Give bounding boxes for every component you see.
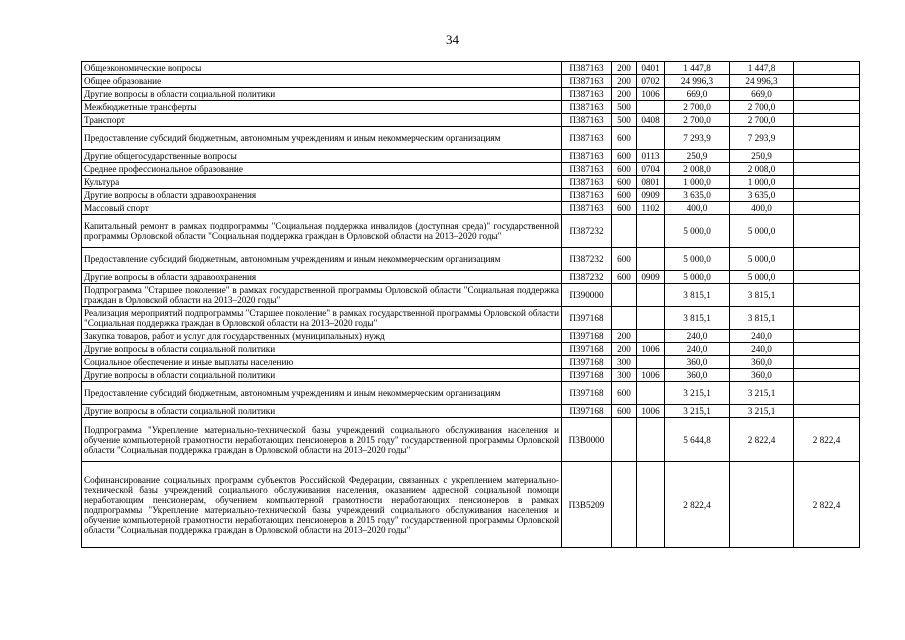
cell-rz: 1006 (637, 88, 665, 101)
cell-code: П387163 (562, 202, 612, 215)
cell-v1: 5 000,0 (665, 271, 730, 284)
cell-rz: 0801 (637, 176, 665, 189)
cell-v2: 2 822,4 (730, 418, 794, 462)
cell-rz (637, 284, 665, 307)
budget-table (81, 61, 860, 548)
cell-rz: 0909 (637, 271, 665, 284)
cell-code: П390000 (562, 284, 612, 307)
cell-v1: 5 644,8 (665, 418, 730, 462)
table-row (82, 462, 860, 548)
cell-name: Другие вопросы в области социальной политики (82, 405, 562, 418)
cell-v3 (794, 356, 860, 369)
cell-v2: 3 815,1 (730, 307, 794, 330)
table-row (82, 127, 860, 150)
cell-v2: 360,0 (730, 356, 794, 369)
table-row (82, 189, 860, 202)
cell-v3 (794, 284, 860, 307)
cell-v3 (794, 127, 860, 150)
cell-vr: 600 (612, 163, 637, 176)
cell-name: Реализация мероприятий подпрограммы "Старшее поколение" в рамках государственной программы Орловской области "Социальная поддержка граждан в Орловской области на 2013–2020 годы" (82, 307, 562, 330)
cell-v2: 2 700,0 (730, 101, 794, 114)
cell-rz: 0704 (637, 163, 665, 176)
table-row (82, 356, 860, 369)
cell-v2: 24 996,3 (730, 75, 794, 88)
cell-v3 (794, 163, 860, 176)
cell-v1: 240,0 (665, 330, 730, 343)
cell-rz (637, 462, 665, 548)
cell-code: П387163 (562, 163, 612, 176)
table-body (82, 62, 860, 548)
cell-code: П387163 (562, 62, 612, 75)
cell-rz: 1006 (637, 343, 665, 356)
cell-vr: 200 (612, 330, 637, 343)
table-row (82, 163, 860, 176)
cell-code: П397168 (562, 356, 612, 369)
table-row (82, 369, 860, 382)
cell-v2: 400,0 (730, 202, 794, 215)
cell-v3 (794, 75, 860, 88)
cell-v1: 3 215,1 (665, 405, 730, 418)
cell-code: П397168 (562, 307, 612, 330)
cell-v1: 5 000,0 (665, 215, 730, 248)
cell-name: Межбюджетные трансферты (82, 101, 562, 114)
cell-vr: 200 (612, 62, 637, 75)
cell-v1: 5 000,0 (665, 248, 730, 271)
cell-v1: 360,0 (665, 356, 730, 369)
cell-vr (612, 418, 637, 462)
table-row (82, 150, 860, 163)
cell-v2: 2 008,0 (730, 163, 794, 176)
cell-code: П387163 (562, 127, 612, 150)
cell-rz (637, 101, 665, 114)
cell-v3: 2 822,4 (794, 418, 860, 462)
cell-code: П397168 (562, 382, 612, 405)
cell-code: П387163 (562, 75, 612, 88)
cell-vr (612, 284, 637, 307)
cell-code: П387163 (562, 114, 612, 127)
table-row (82, 215, 860, 248)
cell-v2: 250,9 (730, 150, 794, 163)
cell-v2: 240,0 (730, 343, 794, 356)
cell-code: П397168 (562, 369, 612, 382)
cell-code: П387163 (562, 176, 612, 189)
table-row (82, 62, 860, 75)
cell-name: Подпрограмма "Старшее поколение" в рамках государственной программы Орловской области "Социальная поддержка граждан в Орловской области на 2013–2020 годы" (82, 284, 562, 307)
cell-vr: 300 (612, 369, 637, 382)
cell-code: П387163 (562, 189, 612, 202)
cell-v1: 400,0 (665, 202, 730, 215)
cell-v1: 3 635,0 (665, 189, 730, 202)
cell-v2: 360,0 (730, 369, 794, 382)
cell-name: Другие общегосударственные вопросы (82, 150, 562, 163)
cell-vr: 600 (612, 150, 637, 163)
cell-vr: 600 (612, 405, 637, 418)
cell-v3 (794, 405, 860, 418)
cell-v3 (794, 307, 860, 330)
cell-name: Предоставление субсидий бюджетным, автономным учреждениям и иным некоммерческим организациям (82, 382, 562, 405)
cell-rz: 0909 (637, 189, 665, 202)
cell-name: Другие вопросы в области социальной политики (82, 369, 562, 382)
cell-v3 (794, 202, 860, 215)
cell-v2: 2 700,0 (730, 114, 794, 127)
cell-vr: 200 (612, 343, 637, 356)
cell-vr: 600 (612, 189, 637, 202)
cell-rz: 0702 (637, 75, 665, 88)
cell-v2: 5 000,0 (730, 248, 794, 271)
cell-code: П387232 (562, 271, 612, 284)
table-row (82, 202, 860, 215)
cell-vr: 500 (612, 114, 637, 127)
cell-v2: 5 000,0 (730, 271, 794, 284)
cell-v2: 1 000,0 (730, 176, 794, 189)
cell-code: П3В5209 (562, 462, 612, 548)
cell-v3 (794, 189, 860, 202)
cell-v2: 5 000,0 (730, 215, 794, 248)
table-row (82, 271, 860, 284)
cell-code: П397168 (562, 343, 612, 356)
cell-vr: 200 (612, 88, 637, 101)
cell-v1: 1 447,8 (665, 62, 730, 75)
cell-name: Другие вопросы в области социальной политики (82, 88, 562, 101)
cell-rz (637, 127, 665, 150)
cell-v1: 3 815,1 (665, 284, 730, 307)
cell-name: Другие вопросы в области социальной политики (82, 343, 562, 356)
cell-name: Закупка товаров, работ и услуг для государственных (муниципальных) нужд (82, 330, 562, 343)
cell-name: Культура (82, 176, 562, 189)
cell-rz (637, 330, 665, 343)
cell-code: П387163 (562, 88, 612, 101)
cell-vr: 600 (612, 271, 637, 284)
cell-rz: 0113 (637, 150, 665, 163)
cell-v3 (794, 369, 860, 382)
table-row (82, 382, 860, 405)
cell-v1: 3 815,1 (665, 307, 730, 330)
cell-code: П387232 (562, 215, 612, 248)
cell-v2: 7 293,9 (730, 127, 794, 150)
cell-v3 (794, 150, 860, 163)
table-row (82, 248, 860, 271)
cell-name: Капитальный ремонт в рамках подпрограммы "Социальная поддержка инвалидов (доступная среда)" государственной программы Орловской области "Социальная поддержка граждан в Орловской области на 2013–2020 годы" (82, 215, 562, 248)
cell-v3 (794, 101, 860, 114)
cell-rz: 0401 (637, 62, 665, 75)
cell-vr: 500 (612, 101, 637, 114)
cell-v1: 360,0 (665, 369, 730, 382)
cell-rz (637, 418, 665, 462)
cell-v3 (794, 88, 860, 101)
cell-v3 (794, 176, 860, 189)
cell-v3 (794, 330, 860, 343)
cell-v1: 7 293,9 (665, 127, 730, 150)
cell-v3 (794, 271, 860, 284)
cell-v1: 250,9 (665, 150, 730, 163)
cell-v1: 1 000,0 (665, 176, 730, 189)
table-row (82, 284, 860, 307)
cell-code: П387163 (562, 101, 612, 114)
cell-v2: 1 447,8 (730, 62, 794, 75)
cell-rz (637, 215, 665, 248)
cell-vr: 300 (612, 356, 637, 369)
cell-v2: 3 215,1 (730, 405, 794, 418)
cell-v3 (794, 215, 860, 248)
cell-v1: 2 700,0 (665, 114, 730, 127)
cell-name: Другие вопросы в области здравоохранения (82, 271, 562, 284)
cell-code: П397168 (562, 330, 612, 343)
cell-name: Социальное обеспечение и иные выплаты населению (82, 356, 562, 369)
table-row (82, 343, 860, 356)
cell-vr (612, 307, 637, 330)
cell-v2: 3 215,1 (730, 382, 794, 405)
cell-rz (637, 307, 665, 330)
cell-name: Предоставление субсидий бюджетным, автономным учреждениям и иным некоммерческим организациям (82, 127, 562, 150)
cell-v3 (794, 343, 860, 356)
cell-name: Транспорт (82, 114, 562, 127)
cell-v1: 3 215,1 (665, 382, 730, 405)
cell-name: Софинансирование социальных программ субъектов Российской Федерации, связанных с укреплением материально-технической базы учреждений социального обслуживания населения, оказанием адресной социальной помощи неработающим пенсионерам, обучением компьютерной грамотности неработающих пенсионеров в рамках подпрограммы "Укрепление материально-технической базы учреждений социального обслуживания населения и обучение компьютерной грамотности неработающих пенсионеров в 2015 году" государственной программы Орловской области "Социальная поддержка граждан в Орловской области на 2013–2020 годы" (82, 462, 562, 548)
cell-v3: 2 822,4 (794, 462, 860, 548)
table-row (82, 75, 860, 88)
cell-vr: 600 (612, 176, 637, 189)
table-row (82, 88, 860, 101)
cell-code: П3В0000 (562, 418, 612, 462)
table-row (82, 307, 860, 330)
cell-vr (612, 215, 637, 248)
cell-v1: 240,0 (665, 343, 730, 356)
cell-v2: 3 815,1 (730, 284, 794, 307)
cell-rz (637, 382, 665, 405)
cell-v2: 669,0 (730, 88, 794, 101)
cell-v3 (794, 248, 860, 271)
cell-rz: 1006 (637, 405, 665, 418)
cell-v3 (794, 114, 860, 127)
cell-vr: 600 (612, 248, 637, 271)
table-row (82, 101, 860, 114)
cell-name: Общеэкономические вопросы (82, 62, 562, 75)
cell-v1: 24 996,3 (665, 75, 730, 88)
cell-name: Предоставление субсидий бюджетным, автономным учреждениям и иным некоммерческим организациям (82, 248, 562, 271)
cell-vr: 200 (612, 75, 637, 88)
cell-rz: 0408 (637, 114, 665, 127)
cell-rz: 1102 (637, 202, 665, 215)
cell-v1: 2 822,4 (665, 462, 730, 548)
cell-code: П387163 (562, 150, 612, 163)
cell-name: Общее образование (82, 75, 562, 88)
page-number: 34 (446, 32, 459, 47)
cell-name: Массовый спорт (82, 202, 562, 215)
table-row (82, 114, 860, 127)
table-row (82, 418, 860, 462)
cell-code: П397168 (562, 405, 612, 418)
cell-v2: 240,0 (730, 330, 794, 343)
cell-rz (637, 356, 665, 369)
cell-vr (612, 462, 637, 548)
cell-v2 (730, 462, 794, 548)
cell-v1: 2 008,0 (665, 163, 730, 176)
cell-code: П387232 (562, 248, 612, 271)
cell-v1: 669,0 (665, 88, 730, 101)
cell-v1: 2 700,0 (665, 101, 730, 114)
cell-name: Подпрограмма "Укрепление материально-технической базы учреждений социального обслуживания населения и обучение компьютерной грамотности неработающих пенсионеров в 2015 году" государственной программы Орловской области "Социальная поддержка граждан в Орловской области на 2013–2020 годы" (82, 418, 562, 462)
cell-vr: 600 (612, 127, 637, 150)
table-row (82, 405, 860, 418)
cell-name: Другие вопросы в области здравоохранения (82, 189, 562, 202)
cell-vr: 600 (612, 202, 637, 215)
cell-rz: 1006 (637, 369, 665, 382)
table-row (82, 176, 860, 189)
cell-vr: 600 (612, 382, 637, 405)
cell-v3 (794, 382, 860, 405)
cell-v3 (794, 62, 860, 75)
cell-v2: 3 635,0 (730, 189, 794, 202)
table-row (82, 330, 860, 343)
cell-rz (637, 248, 665, 271)
cell-name: Среднее профессиональное образование (82, 163, 562, 176)
